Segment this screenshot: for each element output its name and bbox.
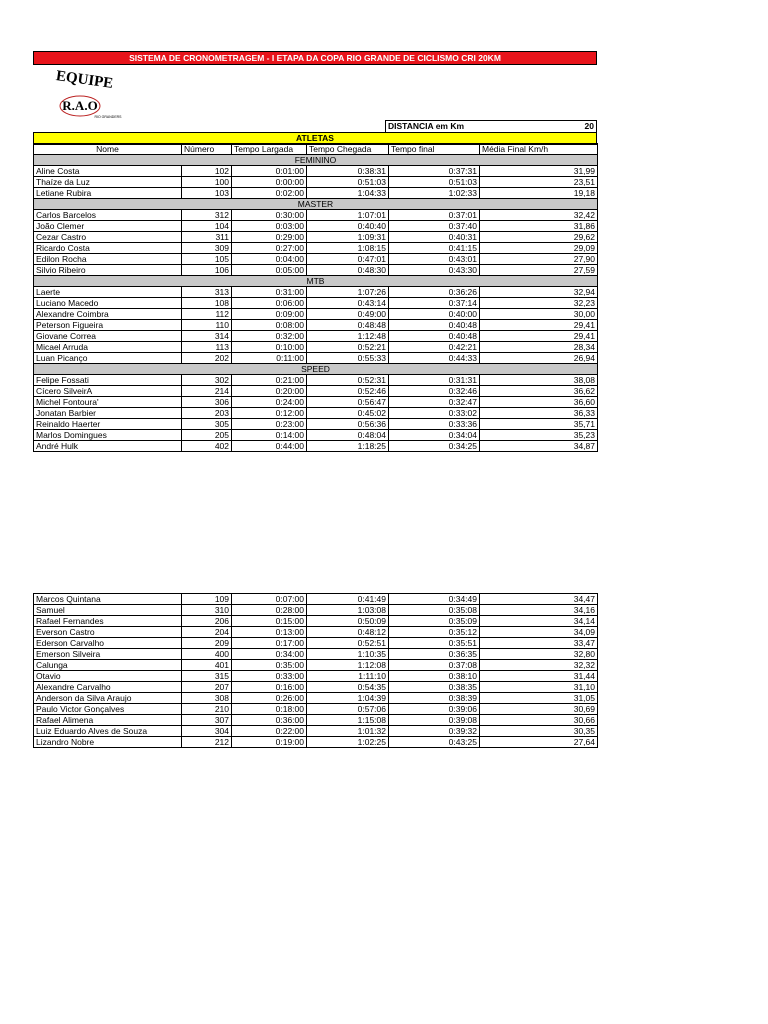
- finish-time-cell: 1:04:39: [307, 693, 389, 704]
- name-cell: Alexandre Carvalho: [34, 682, 182, 693]
- final-time-cell: 0:43:01: [389, 254, 480, 265]
- final-time-cell: 0:34:49: [389, 594, 480, 605]
- start-time-cell: 0:23:00: [232, 419, 307, 430]
- distance-value: 20: [584, 121, 594, 131]
- avg-speed-cell: 30,66: [480, 715, 598, 726]
- start-time-cell: 0:03:00: [232, 221, 307, 232]
- finish-time-cell: 0:56:47: [307, 397, 389, 408]
- number-cell: 205: [182, 430, 232, 441]
- avg-speed-cell: 33,47: [480, 638, 598, 649]
- table-row: [34, 419, 598, 430]
- table-row: [34, 638, 598, 649]
- finish-time-cell: 1:10:35: [307, 649, 389, 660]
- number-cell: 206: [182, 616, 232, 627]
- category-row: [34, 276, 598, 287]
- table-row: [34, 682, 598, 693]
- number-cell: 314: [182, 331, 232, 342]
- start-time-cell: 0:26:00: [232, 693, 307, 704]
- name-cell: Thaíze da Luz: [34, 177, 182, 188]
- finish-time-cell: 0:50:09: [307, 616, 389, 627]
- number-cell: 106: [182, 265, 232, 276]
- final-time-cell: 0:37:08: [389, 660, 480, 671]
- table-row: [34, 320, 598, 331]
- name-cell: Reinaldo Haerter: [34, 419, 182, 430]
- number-cell: 310: [182, 605, 232, 616]
- name-cell: Silvio Ribeiro: [34, 265, 182, 276]
- name-cell: Ricardo Costa: [34, 243, 182, 254]
- table-row: [34, 408, 598, 419]
- name-cell: Cícero SilveirA: [34, 386, 182, 397]
- avg-speed-cell: 29,41: [480, 331, 598, 342]
- avg-speed-cell: 31,10: [480, 682, 598, 693]
- number-cell: 308: [182, 693, 232, 704]
- name-cell: Everson Castro: [34, 627, 182, 638]
- avg-speed-cell: 35,23: [480, 430, 598, 441]
- final-time-cell: 0:35:12: [389, 627, 480, 638]
- start-time-cell: 0:20:00: [232, 386, 307, 397]
- final-time-cell: 0:39:32: [389, 726, 480, 737]
- name-cell: Ederson Carvalho: [34, 638, 182, 649]
- start-time-cell: 0:35:00: [232, 660, 307, 671]
- name-cell: Edilon Rocha: [34, 254, 182, 265]
- name-cell: Jonatan Barbier: [34, 408, 182, 419]
- number-cell: 109: [182, 594, 232, 605]
- start-time-cell: 0:11:00: [232, 353, 307, 364]
- finish-time-cell: 0:56:36: [307, 419, 389, 430]
- table-row: [34, 254, 598, 265]
- number-cell: 304: [182, 726, 232, 737]
- table-row: [34, 298, 598, 309]
- avg-speed-cell: 34,16: [480, 605, 598, 616]
- finish-time-cell: 1:07:26: [307, 287, 389, 298]
- category-row: [34, 364, 598, 375]
- table-row: [34, 221, 598, 232]
- start-time-cell: 0:16:00: [232, 682, 307, 693]
- number-cell: 307: [182, 715, 232, 726]
- finish-time-cell: 1:18:25: [307, 441, 389, 452]
- final-time-cell: 0:38:39: [389, 693, 480, 704]
- name-cell: Carlos Barcelos: [34, 210, 182, 221]
- name-cell: Luiz Eduardo Alves de Souza: [34, 726, 182, 737]
- table-row: [34, 177, 598, 188]
- avg-speed-cell: 31,99: [480, 166, 598, 177]
- logo-sub-text: RIO GRANDERS: [94, 115, 122, 119]
- number-cell: 203: [182, 408, 232, 419]
- final-time-cell: 0:38:35: [389, 682, 480, 693]
- table-row: [34, 649, 598, 660]
- final-time-cell: 0:41:15: [389, 243, 480, 254]
- table-row: [34, 430, 598, 441]
- start-time-cell: 0:27:00: [232, 243, 307, 254]
- table-row: [34, 594, 598, 605]
- distance-label: DISTANCIA em Km: [388, 121, 465, 131]
- final-time-cell: 0:32:47: [389, 397, 480, 408]
- start-time-cell: 0:36:00: [232, 715, 307, 726]
- finish-time-cell: 0:55:33: [307, 353, 389, 364]
- start-time-cell: 0:29:00: [232, 232, 307, 243]
- final-time-cell: 0:40:31: [389, 232, 480, 243]
- number-cell: 100: [182, 177, 232, 188]
- table-row: [34, 375, 598, 386]
- final-time-cell: 1:02:33: [389, 188, 480, 199]
- name-cell: Michel Fontoura': [34, 397, 182, 408]
- finish-time-cell: 0:52:21: [307, 342, 389, 353]
- final-time-cell: 0:40:48: [389, 320, 480, 331]
- avg-speed-cell: 32,42: [480, 210, 598, 221]
- avg-speed-cell: 30,00: [480, 309, 598, 320]
- name-cell: Micael Arruda: [34, 342, 182, 353]
- avg-speed-cell: 23,51: [480, 177, 598, 188]
- table-row: [34, 704, 598, 715]
- name-cell: Alexandre Coimbra: [34, 309, 182, 320]
- avg-speed-cell: 31,44: [480, 671, 598, 682]
- final-time-cell: 0:43:30: [389, 265, 480, 276]
- finish-time-cell: 0:40:40: [307, 221, 389, 232]
- name-cell: Cezar Castro: [34, 232, 182, 243]
- number-cell: 210: [182, 704, 232, 715]
- number-cell: 207: [182, 682, 232, 693]
- start-time-cell: 0:15:00: [232, 616, 307, 627]
- results-table-continued: [33, 593, 598, 748]
- finish-time-cell: 0:54:35: [307, 682, 389, 693]
- name-cell: Letiane Rubira: [34, 188, 182, 199]
- start-time-cell: 0:18:00: [232, 704, 307, 715]
- category-label: SPEED: [34, 364, 598, 375]
- final-time-cell: 0:37:01: [389, 210, 480, 221]
- final-time-cell: 0:39:08: [389, 715, 480, 726]
- avg-speed-cell: 32,32: [480, 660, 598, 671]
- finish-time-cell: 0:47:01: [307, 254, 389, 265]
- start-time-cell: 0:02:00: [232, 188, 307, 199]
- table-row: [34, 243, 598, 254]
- final-time-cell: 0:51:03: [389, 177, 480, 188]
- table-row: [34, 331, 598, 342]
- final-time-cell: 0:38:10: [389, 671, 480, 682]
- avg-speed-cell: 36,62: [480, 386, 598, 397]
- start-time-cell: 0:31:00: [232, 287, 307, 298]
- avg-speed-cell: 36,33: [480, 408, 598, 419]
- name-cell: Paulo Victor Gonçalves: [34, 704, 182, 715]
- final-time-cell: 0:44:33: [389, 353, 480, 364]
- start-time-cell: 0:00:00: [232, 177, 307, 188]
- start-time-cell: 0:19:00: [232, 737, 307, 748]
- start-time-cell: 0:05:00: [232, 265, 307, 276]
- avg-speed-cell: 30,35: [480, 726, 598, 737]
- finish-time-cell: 0:38:31: [307, 166, 389, 177]
- avg-speed-cell: 32,94: [480, 287, 598, 298]
- name-cell: Anderson da Silva Araujo: [34, 693, 182, 704]
- avg-speed-cell: 34,87: [480, 441, 598, 452]
- name-cell: Emerson Silveira: [34, 649, 182, 660]
- finish-time-cell: 0:48:04: [307, 430, 389, 441]
- final-time-cell: 0:35:08: [389, 605, 480, 616]
- number-cell: 305: [182, 419, 232, 430]
- name-cell: Lizandro Nobre: [34, 737, 182, 748]
- start-time-cell: 0:34:00: [232, 649, 307, 660]
- finish-time-cell: 0:48:12: [307, 627, 389, 638]
- name-cell: Calunga: [34, 660, 182, 671]
- start-time-cell: 0:12:00: [232, 408, 307, 419]
- finish-time-cell: 0:48:48: [307, 320, 389, 331]
- final-time-cell: 0:40:48: [389, 331, 480, 342]
- table-row: [34, 671, 598, 682]
- table-row: [34, 309, 598, 320]
- start-time-cell: 0:32:00: [232, 331, 307, 342]
- finish-time-cell: 0:52:51: [307, 638, 389, 649]
- name-cell: Marcos Quintana: [34, 594, 182, 605]
- table-row: [34, 232, 598, 243]
- finish-time-cell: 1:01:32: [307, 726, 389, 737]
- number-cell: 108: [182, 298, 232, 309]
- number-cell: 112: [182, 309, 232, 320]
- final-time-cell: 0:37:31: [389, 166, 480, 177]
- final-time-cell: 0:39:06: [389, 704, 480, 715]
- avg-speed-cell: 36,60: [480, 397, 598, 408]
- name-cell: Samuel: [34, 605, 182, 616]
- start-time-cell: 0:22:00: [232, 726, 307, 737]
- number-cell: 402: [182, 441, 232, 452]
- final-time-cell: 0:35:51: [389, 638, 480, 649]
- avg-speed-cell: 29,41: [480, 320, 598, 331]
- category-row: [34, 199, 598, 210]
- avg-speed-cell: 38,08: [480, 375, 598, 386]
- table-row: [34, 737, 598, 748]
- column-header: Número: [182, 144, 232, 155]
- table-row: [34, 342, 598, 353]
- category-label: FEMININO: [34, 155, 598, 166]
- number-cell: 209: [182, 638, 232, 649]
- number-cell: 302: [182, 375, 232, 386]
- finish-time-cell: 1:07:01: [307, 210, 389, 221]
- avg-speed-cell: 19,18: [480, 188, 598, 199]
- number-cell: 110: [182, 320, 232, 331]
- team-logo: [34, 68, 134, 126]
- number-cell: 400: [182, 649, 232, 660]
- column-header: Tempo Largada: [232, 144, 307, 155]
- start-time-cell: 0:14:00: [232, 430, 307, 441]
- column-header: Nome: [34, 144, 182, 155]
- finish-time-cell: 1:02:25: [307, 737, 389, 748]
- finish-time-cell: 1:11:10: [307, 671, 389, 682]
- finish-time-cell: 1:04:33: [307, 188, 389, 199]
- avg-speed-cell: 34,14: [480, 616, 598, 627]
- avg-speed-cell: 32,23: [480, 298, 598, 309]
- page-title: SISTEMA DE CRONOMETRAGEM - I ETAPA DA COPA RIO GRANDE DE CICLISMO CRI 20KM: [33, 51, 597, 65]
- finish-time-cell: 0:45:02: [307, 408, 389, 419]
- number-cell: 311: [182, 232, 232, 243]
- finish-time-cell: 1:12:08: [307, 660, 389, 671]
- start-time-cell: 0:24:00: [232, 397, 307, 408]
- number-cell: 214: [182, 386, 232, 397]
- start-time-cell: 0:06:00: [232, 298, 307, 309]
- name-cell: André Hulk: [34, 441, 182, 452]
- logo-top-text: EQUIPE: [54, 68, 115, 92]
- final-time-cell: 0:36:35: [389, 649, 480, 660]
- name-cell: Marlos Domingues: [34, 430, 182, 441]
- number-cell: 401: [182, 660, 232, 671]
- finish-time-cell: 0:52:46: [307, 386, 389, 397]
- avg-speed-cell: 34,47: [480, 594, 598, 605]
- table-row: [34, 693, 598, 704]
- name-cell: Otavio: [34, 671, 182, 682]
- avg-speed-cell: 29,09: [480, 243, 598, 254]
- avg-speed-cell: 31,05: [480, 693, 598, 704]
- final-time-cell: 0:40:00: [389, 309, 480, 320]
- finish-time-cell: 0:43:14: [307, 298, 389, 309]
- table-row: [34, 605, 598, 616]
- name-cell: Rafael Fernandes: [34, 616, 182, 627]
- column-header: Tempo Chegada: [307, 144, 389, 155]
- table-row: [34, 627, 598, 638]
- final-time-cell: 0:32:46: [389, 386, 480, 397]
- finish-time-cell: 1:12:48: [307, 331, 389, 342]
- start-time-cell: 0:28:00: [232, 605, 307, 616]
- final-time-cell: 0:36:26: [389, 287, 480, 298]
- avg-speed-cell: 31,86: [480, 221, 598, 232]
- number-cell: 102: [182, 166, 232, 177]
- name-cell: Luciano Macedo: [34, 298, 182, 309]
- final-time-cell: 0:33:36: [389, 419, 480, 430]
- name-cell: Giovane Correa: [34, 331, 182, 342]
- final-time-cell: 0:33:02: [389, 408, 480, 419]
- final-time-cell: 0:42:21: [389, 342, 480, 353]
- athletes-header: ATLETAS: [33, 132, 597, 145]
- avg-speed-cell: 34,09: [480, 627, 598, 638]
- table-row: [34, 660, 598, 671]
- table-row: [34, 265, 598, 276]
- number-cell: 105: [182, 254, 232, 265]
- start-time-cell: 0:10:00: [232, 342, 307, 353]
- avg-speed-cell: 30,69: [480, 704, 598, 715]
- name-cell: João Clemer: [34, 221, 182, 232]
- column-header: Média Final Km/h: [480, 144, 598, 155]
- table-row: [34, 386, 598, 397]
- name-cell: Felipe Fossati: [34, 375, 182, 386]
- results-table: [33, 143, 598, 452]
- category-label: MASTER: [34, 199, 598, 210]
- final-time-cell: 0:34:04: [389, 430, 480, 441]
- avg-speed-cell: 27,59: [480, 265, 598, 276]
- final-time-cell: 0:31:31: [389, 375, 480, 386]
- avg-speed-cell: 35,71: [480, 419, 598, 430]
- start-time-cell: 0:21:00: [232, 375, 307, 386]
- category-row: [34, 155, 598, 166]
- number-cell: 204: [182, 627, 232, 638]
- start-time-cell: 0:04:00: [232, 254, 307, 265]
- start-time-cell: 0:17:00: [232, 638, 307, 649]
- finish-time-cell: 0:49:00: [307, 309, 389, 320]
- table-row: [34, 616, 598, 627]
- column-header: Tempo final: [389, 144, 480, 155]
- finish-time-cell: 1:09:31: [307, 232, 389, 243]
- final-time-cell: 0:37:14: [389, 298, 480, 309]
- final-time-cell: 0:37:40: [389, 221, 480, 232]
- column-header-row: [34, 144, 598, 155]
- final-time-cell: 0:35:09: [389, 616, 480, 627]
- final-time-cell: 0:34:25: [389, 441, 480, 452]
- number-cell: 313: [182, 287, 232, 298]
- number-cell: 212: [182, 737, 232, 748]
- table-row: [34, 397, 598, 408]
- start-time-cell: 0:07:00: [232, 594, 307, 605]
- name-cell: Laerte: [34, 287, 182, 298]
- name-cell: Luan Picanço: [34, 353, 182, 364]
- start-time-cell: 0:13:00: [232, 627, 307, 638]
- finish-time-cell: 1:15:08: [307, 715, 389, 726]
- category-label: MTB: [34, 276, 598, 287]
- name-cell: Rafael Alimena: [34, 715, 182, 726]
- name-cell: Peterson Figueira: [34, 320, 182, 331]
- number-cell: 309: [182, 243, 232, 254]
- start-time-cell: 0:08:00: [232, 320, 307, 331]
- number-cell: 315: [182, 671, 232, 682]
- number-cell: 103: [182, 188, 232, 199]
- number-cell: 202: [182, 353, 232, 364]
- table-row: [34, 188, 598, 199]
- table-row: [34, 726, 598, 737]
- avg-speed-cell: 32,80: [480, 649, 598, 660]
- start-time-cell: 0:44:00: [232, 441, 307, 452]
- table-row: [34, 441, 598, 452]
- number-cell: 312: [182, 210, 232, 221]
- finish-time-cell: 0:57:06: [307, 704, 389, 715]
- name-cell: Aline Costa: [34, 166, 182, 177]
- avg-speed-cell: 28,34: [480, 342, 598, 353]
- final-time-cell: 0:43:25: [389, 737, 480, 748]
- avg-speed-cell: 27,90: [480, 254, 598, 265]
- avg-speed-cell: 27,64: [480, 737, 598, 748]
- avg-speed-cell: 26,94: [480, 353, 598, 364]
- start-time-cell: 0:30:00: [232, 210, 307, 221]
- number-cell: 104: [182, 221, 232, 232]
- number-cell: 113: [182, 342, 232, 353]
- logo-mid-text: R.A.O: [62, 98, 98, 113]
- start-time-cell: 0:33:00: [232, 671, 307, 682]
- start-time-cell: 0:09:00: [232, 309, 307, 320]
- finish-time-cell: 0:52:31: [307, 375, 389, 386]
- finish-time-cell: 1:08:15: [307, 243, 389, 254]
- finish-time-cell: 0:51:03: [307, 177, 389, 188]
- number-cell: 306: [182, 397, 232, 408]
- finish-time-cell: 0:48:30: [307, 265, 389, 276]
- finish-time-cell: 0:41:49: [307, 594, 389, 605]
- avg-speed-cell: 29,62: [480, 232, 598, 243]
- finish-time-cell: 1:03:08: [307, 605, 389, 616]
- table-row: [34, 287, 598, 298]
- table-row: [34, 353, 598, 364]
- table-row: [34, 715, 598, 726]
- start-time-cell: 0:01:00: [232, 166, 307, 177]
- table-row: [34, 166, 598, 177]
- table-row: [34, 210, 598, 221]
